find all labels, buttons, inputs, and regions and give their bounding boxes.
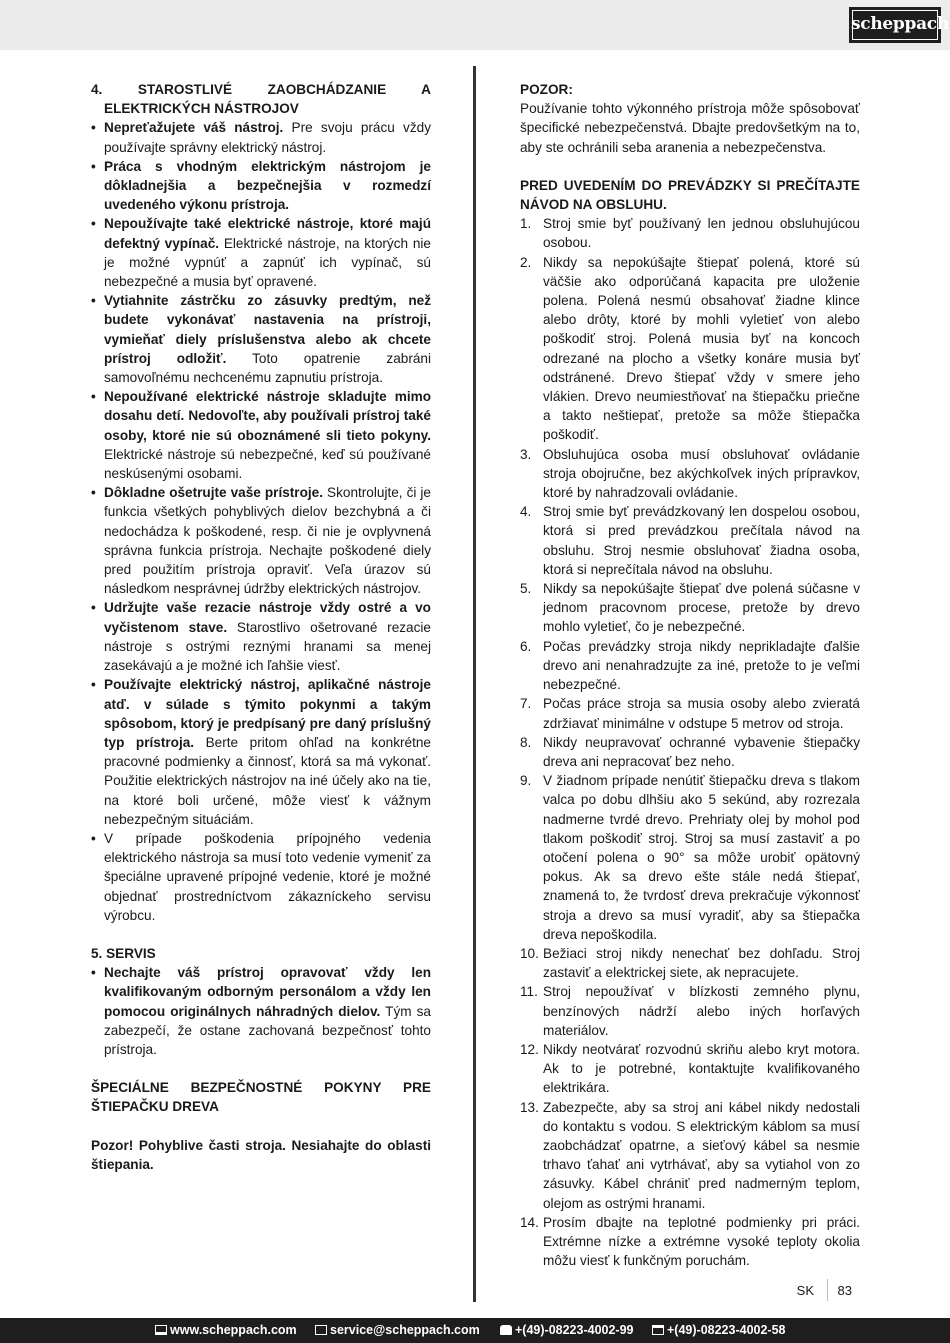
- pozor-title: POZOR:: [520, 82, 573, 97]
- logo-text: scheppach: [851, 14, 949, 34]
- numbered-list: [520, 214, 860, 1270]
- list-item: • Vytiahnite zástrčku zo zásuvky predtým, než budete vykonávať nastavenia na prístroji, vymieňať diely príslušenstva alebo ak chcete prístroj odložiť. Toto opatrenie zabráni samovoľnému nechcenému zapnutiu prístroja.: [91, 291, 431, 387]
- list-item: 8. Nikdy neupravovať ochranné vybavenie štiepačky dreva ani nepracovať bez neho.: [520, 734, 860, 769]
- phone-icon: [500, 1325, 512, 1335]
- section-4-list: [91, 118, 431, 925]
- list-item: 7. Počas práce stroja sa musia osoby alebo zvieratá zdržiavať minimálne v odstupe 5 metrov od stroja.: [520, 696, 860, 731]
- list-item: • Dôkladne ošetrujte vaše prístroje. Skontrolujte, či je funkcia všetkých pohyblivých dielov bezchybná a či nedochádza k poškodené, resp. či nie je ovplyvnená správna funkcia prístroja. Nechajte poškodené diely pred použitím prístroja opraviť. Veľa úrazov sú následkom nesprávnej údržby elektrických nástrojov.: [91, 483, 431, 598]
- list-item: • Používajte elektrický nástroj, aplikačné nástroje atď. v súlade s týmito pokynmi a takým spôsobom, ktorý je predpísaný pre daný príslušný typ prístroja. Berte pritom ohľad na konkrétne pracovné podmienky a činnosť, ktorá sa má vykonať. Použitie elektrických nástrojov na iné účely ako na tie, na ktoré boli určené, môže viesť k vážnym nebezpečným situáciám.: [91, 675, 431, 829]
- list-item: 13. Zabezpečte, aby sa stroj ani kábel nikdy nedostali do kontaktu s vodou. S elektrickým káblom sa musí zaobchádzať opatrne, a sieťový kábel sa nesmie trhavo ťahať ani vytrhávať, aby sa vytiahol von zo zásuvky. Kábel chrániť pred nadmerným teplom, olejom as ostrými hranami.: [520, 1099, 860, 1211]
- section-5-title: 5. SERVIS: [91, 945, 156, 961]
- list-item: • Nepoužívajte také elektrické nástroje, ktoré majú defektný vypínač. Elektrické nástroje, na ktorých nie je možné vypnúť a zapnúť ich vypínač, sú nebezpečné a musia byť opravené.: [91, 214, 431, 291]
- special-warning: Pozor! Pohyblive časti stroja. Nesiahajte do oblasti štiepania.: [91, 1137, 431, 1172]
- left-column: [91, 80, 431, 1174]
- list-item: • Práca s vhodným elektrickým nástrojom je dôkladnejšia a bezpečnejšia v rozmedzí uvedeného výkonu prístroja.: [91, 157, 431, 215]
- top-bar: [0, 0, 950, 50]
- list-item: 9. V žiadnom prípade nenútiť štiepačku dreva s tlakom valca po dobu dlhšiu ako 5 sekúnd, aby rozrezala nadmerne tvrdé drevo. Prehriaty olej by mohol pod tlakom poškodiť stroj. Stroj sa musí zastaviť a po otočení polena o 90° sa môže urobiť opätovný pokus. Ak sa drevo ešte stále nedá štiepať, znamená to, že tvrdosť dreva prekračuje výkonnosť stroja a drevo sa musí vyradiť, aby sa štiepačka dreva nepoškodila.: [520, 773, 860, 942]
- page-number-separator: [827, 1279, 828, 1301]
- list-item: 3. Obsluhujúca osoba musí obsluhovať ovládanie stroja obojručne, bez akýchkoľvek iných prípravkov, ktoré by nahradzovali ovládanie.: [520, 446, 860, 501]
- language-code: SK: [796, 1283, 814, 1298]
- footer-fax: +(49)-08223-4002-58: [652, 1323, 786, 1337]
- mail-icon: [315, 1325, 327, 1335]
- list-item: • Nepreťažujete váš nástroj. Pre svoju prácu vždy používajte správny elektrický nástroj.: [91, 118, 431, 156]
- intro-title: PRED UVEDENÍM DO PREVÁDZKY SI PREČÍTAJTE NÁVOD NA OBSLUHU.: [520, 177, 860, 213]
- fax-icon: [652, 1325, 664, 1335]
- list-item: 6. Počas prevádzky stroja nikdy neprikladajte ďalšie drevo ani nenahradzujte za iné, pretože to je veľmi nebezpečné.: [520, 638, 860, 693]
- footer-web[interactable]: www.scheppach.com: [155, 1323, 297, 1337]
- list-item: 12. Nikdy neotvárať rozvodnú skriňu alebo kryt motora. Ak to je potrebné, kontaktujte kvalifikovaného elektrikára.: [520, 1041, 860, 1096]
- section-4-title: 4. STAROSTLIVÉ ZAOBCHÁDZANIE A ELEKTRICKÝCH NÁSTROJOV: [91, 82, 431, 117]
- list-item: 4. Stroj smie byť prevádzkovaný len dospelou osobou, ktorá si pred prevádzkou prečítala návod na obsluhu. Stroj nesmie obsluhovať žiadna osoba, ktorá si neprečítala návod na obsluhu.: [520, 504, 860, 577]
- scheppach-logo: [849, 7, 949, 43]
- list-item: • Nepoužívané elektrické nástroje skladujte mimo dosahu detí. Nedovoľte, aby používali prístroj také osoby, ktoré nie sú oboznámené sli tieto pokyny. Elektrické nástroje sú nebezpečné, keď sú používané neskúsenými osobami.: [91, 387, 431, 483]
- list-item: • V prípade poškodenia prípojného vedenia elektrického nástroja sa musí toto vedenie vymeniť za špeciálne upravené prípojné vedenie, ktoré je možné objednať prostredníctvom zákazníckeho servisu výrobcu.: [91, 829, 431, 925]
- list-item: 2. Nikdy sa nepokúšajte štiepať polená, ktoré sú väčšie ako odporúčaná kapacita pre uloženie polena. Polená nesmú obsahovať žiadne klince alebo drôty, ktoré by mohli vyletieť von alebo poškodiť stroj. Polená musia byť na koncoch odrezané na plocho a všetky konáre musia byť odstránené. Drevo štiepať vždy v smere jeho vlákien. Drevo neumiestňovať na štiepačku priečne a takto neštiepať, pretože sa môže štiepačka poškodiť.: [520, 254, 860, 443]
- list-item: • Udržujte vaše rezacie nástroje vždy ostré a vo vyčistenom stave. Starostlivo ošetrované rezacie nástroje s ostrými reznými hranami sa menej zasekávajú a je možné ich ľahšie viesť.: [91, 598, 431, 675]
- list-item: 11. Stroj nepoužívať v blízkosti zemného plynu, benzínových nádrží alebo iných horľavých materiálov.: [520, 984, 860, 1038]
- list-item: 5. Nikdy sa nepokúšajte štiepať dve polená súčasne v jednom pracovnom procese, pretože by drevo mohlo vyletieť, čo je nebezpečné.: [520, 581, 860, 635]
- list-item: 10. Bežiaci stroj nikdy nenechať bez dohľadu. Stroj zastaviť a elektrickej siete, ak nepracujete.: [520, 945, 860, 981]
- list-item: 14. Prosím dbajte na teplotné podmienky pri práci. Extrémne nízke a extrémne vysoké teploty okolia môžu viesť k funkčným poruchám.: [520, 1214, 860, 1269]
- footer-email[interactable]: service@scheppach.com: [315, 1323, 480, 1337]
- list-item: 1. Stroj smie byť používaný len jednou obsluhujúcou osobou.: [520, 216, 860, 251]
- column-divider: [473, 66, 476, 1302]
- special-safety-title: ŠPECIÁLNE BEZPEČNOSTNÉ POKYNY PRE ŠTIEPAČKU DREVA: [91, 1080, 431, 1115]
- right-column: [520, 80, 860, 1270]
- pozor-text: Používanie tohto výkonného prístroja môže spôsobovať špecifické nebezpečenstvá. Dbajte predovšetkým na to, aby ste ochránili seba aranenia a nebezpečenstva.: [520, 101, 860, 155]
- list-item: • Nechajte váš prístroj opravovať vždy len kvalifikovaným odborným personálom a vždy len pomocou originálnych náhradných dielov. Tým sa zabezpečí, že ostane zachovaná bezpečnosť tohto prístroja.: [91, 963, 431, 1059]
- computer-icon: [155, 1325, 167, 1335]
- footer-phone: +(49)-08223-4002-99: [500, 1323, 634, 1337]
- footer-bar: [0, 1318, 950, 1343]
- page-number: 83: [837, 1283, 852, 1298]
